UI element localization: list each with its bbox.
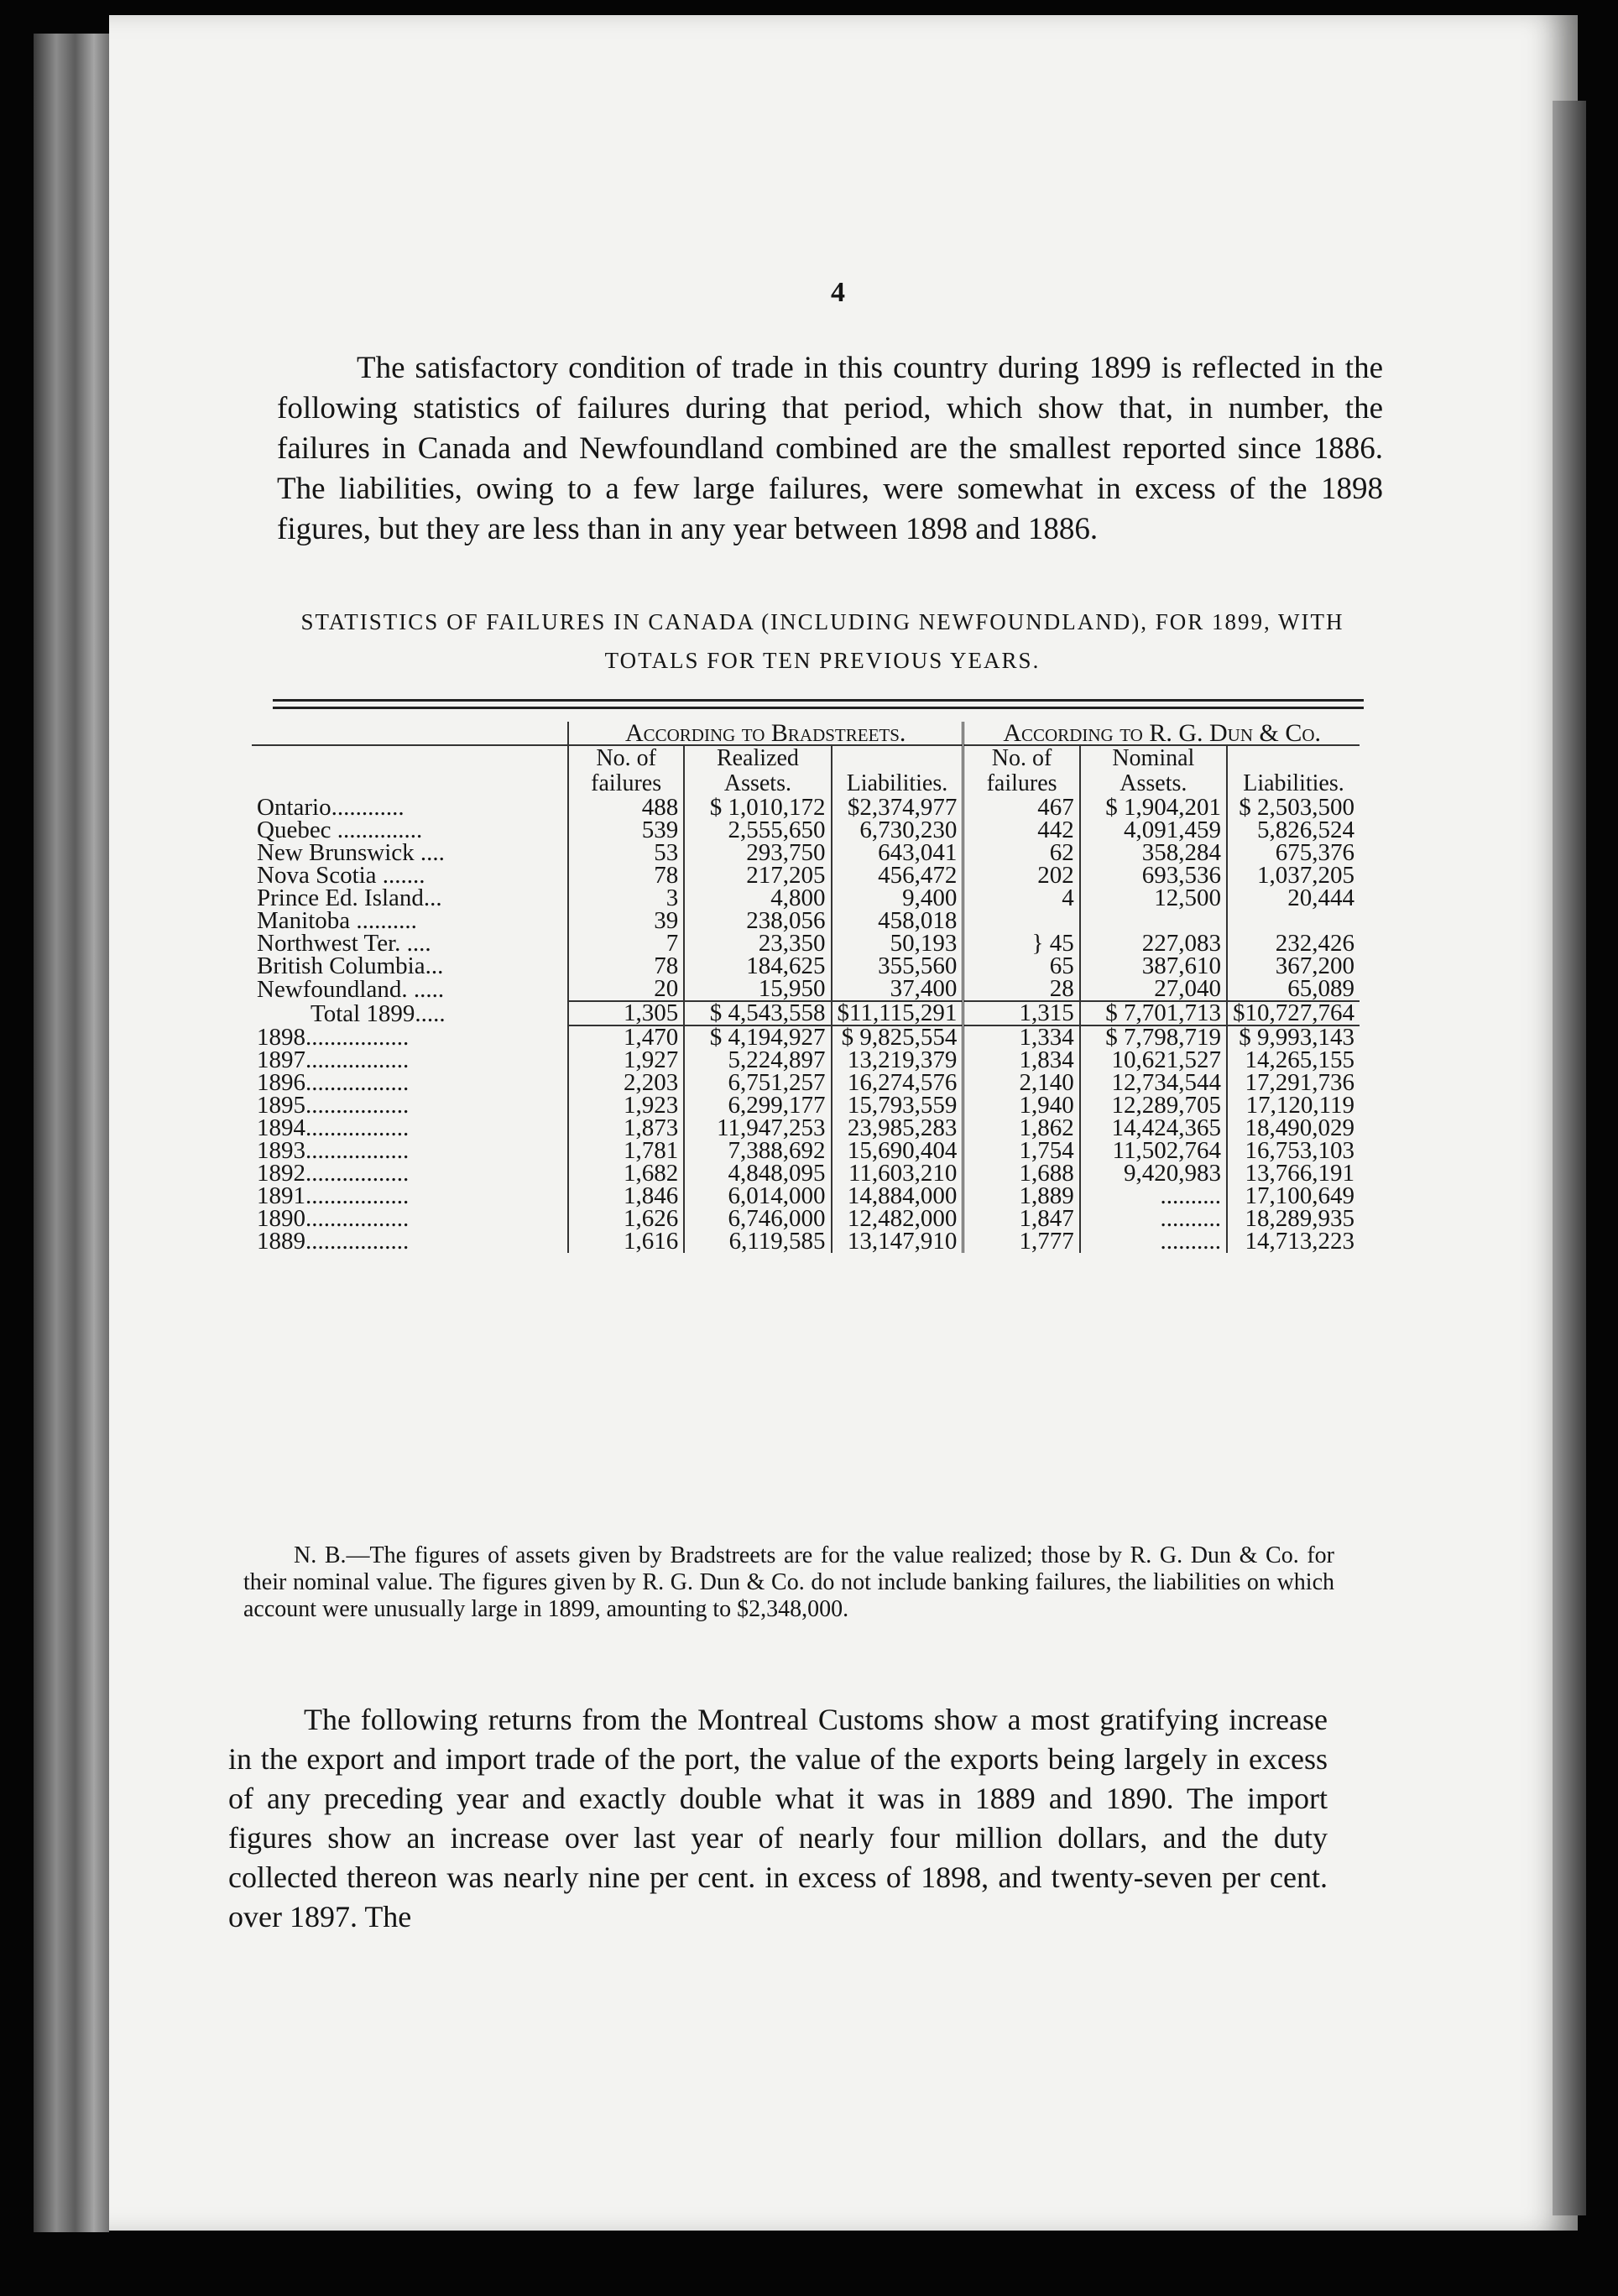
col-b-realized: Realized Assets. bbox=[684, 745, 831, 796]
year-cell-b-liab: 11,603,210 bbox=[832, 1162, 963, 1185]
year-cell-d-liab: $ 9,993,143 bbox=[1227, 1025, 1360, 1049]
table-group-header bbox=[252, 722, 1360, 745]
year-cell-d-assets: 12,734,544 bbox=[1080, 1072, 1227, 1094]
year-cell-d-liab: 18,490,029 bbox=[1227, 1117, 1360, 1140]
year-row bbox=[252, 1208, 1360, 1230]
province-cell-b-liab: 456,472 bbox=[832, 864, 963, 887]
year-cell-d-liab: 17,120,119 bbox=[1227, 1094, 1360, 1117]
province-row bbox=[252, 887, 1360, 910]
failures-table bbox=[252, 719, 1360, 1255]
year-cell-d-no: 1,940 bbox=[963, 1094, 1080, 1117]
year-cell-d-assets: 12,289,705 bbox=[1080, 1094, 1227, 1117]
year-cell-name: 1893................. bbox=[257, 1137, 410, 1164]
year-cell-d-liab: 17,100,649 bbox=[1227, 1185, 1360, 1208]
year-cell-name: 1895................. bbox=[257, 1092, 410, 1119]
year-cell-d-no: 1,834 bbox=[963, 1049, 1080, 1072]
year-row bbox=[252, 1072, 1360, 1094]
total-d-liab: $10,727,764 bbox=[1227, 1001, 1360, 1025]
year-cell-name: 1896................. bbox=[257, 1069, 410, 1096]
province-rows bbox=[252, 796, 1360, 1001]
year-row bbox=[252, 1025, 1360, 1049]
province-cell-d-liab: 20,444 bbox=[1227, 887, 1360, 910]
province-cell-d-no: 62 bbox=[963, 842, 1080, 864]
province-cell-b-assets: 238,056 bbox=[684, 910, 831, 932]
year-row bbox=[252, 1117, 1360, 1140]
province-cell-b-no: 53 bbox=[568, 842, 684, 864]
province-cell-d-no bbox=[963, 910, 1080, 932]
table-column-header bbox=[252, 745, 1360, 796]
year-cell-d-assets: $ 7,798,719 bbox=[1080, 1025, 1227, 1049]
year-cell-d-assets: .......... bbox=[1080, 1185, 1227, 1208]
page-number: 4 bbox=[831, 277, 845, 308]
col-d-failures: No. of failures bbox=[963, 745, 1080, 796]
year-cell-b-assets: $ 4,194,927 bbox=[684, 1025, 831, 1049]
year-cell-b-no: 1,626 bbox=[568, 1208, 684, 1230]
total-d-no: 1,315 bbox=[963, 1001, 1080, 1025]
year-cell-b-no: 1,616 bbox=[568, 1230, 684, 1253]
year-cell-d-liab: 14,265,155 bbox=[1227, 1049, 1360, 1072]
year-cell-name: 1891................. bbox=[257, 1182, 410, 1209]
year-cell-b-liab: 15,690,404 bbox=[832, 1140, 963, 1162]
province-cell-name: Quebec .............. bbox=[257, 817, 423, 843]
province-cell-b-liab: 9,400 bbox=[832, 887, 963, 910]
year-cell-d-no: 2,140 bbox=[963, 1072, 1080, 1094]
year-cell-name: 1890................. bbox=[257, 1205, 410, 1232]
province-cell-d-no: } 45 bbox=[963, 932, 1080, 955]
year-cell-b-assets: 6,299,177 bbox=[684, 1094, 831, 1117]
province-cell-d-assets: $ 1,904,201 bbox=[1080, 796, 1227, 819]
province-cell-b-assets: 184,625 bbox=[684, 955, 831, 978]
province-cell-d-assets bbox=[1080, 910, 1227, 932]
year-cell-d-no: 1,889 bbox=[963, 1185, 1080, 1208]
province-cell-d-assets: 27,040 bbox=[1080, 978, 1227, 1001]
year-cell-d-liab: 16,753,103 bbox=[1227, 1140, 1360, 1162]
year-cell-b-no: 1,470 bbox=[568, 1025, 684, 1049]
province-row bbox=[252, 932, 1360, 955]
year-cell-d-assets: 14,424,365 bbox=[1080, 1117, 1227, 1140]
province-cell-b-liab: 355,560 bbox=[832, 955, 963, 978]
year-cell-d-no: 1,862 bbox=[963, 1117, 1080, 1140]
closing-paragraph: The following returns from the Montreal Customs show a most gratifying increase in the export and import trade of the port, the value of the exports being largely in excess of any preceding year and exactly double what it was in 1889 and 1890. The import figures show an increase over last year of nearly four million dollars, and the duty collected thereon was nearly nine per cent. in excess of 1898, and twenty-seven per cent. over 1897. The bbox=[228, 1703, 1328, 1933]
province-cell-b-liab: 37,400 bbox=[832, 978, 963, 1001]
province-cell-name: British Columbia... bbox=[257, 952, 444, 979]
province-row bbox=[252, 978, 1360, 1001]
year-cell-b-assets: 5,224,897 bbox=[684, 1049, 831, 1072]
group-bradstreets: According to Bradstreets. bbox=[568, 722, 963, 745]
province-row bbox=[252, 796, 1360, 819]
province-cell-b-liab: 643,041 bbox=[832, 842, 963, 864]
province-cell-name: Newfoundland. ..... bbox=[257, 976, 445, 1003]
province-cell-d-liab: 675,376 bbox=[1227, 842, 1360, 864]
year-row bbox=[252, 1230, 1360, 1253]
year-cell-b-liab: 14,884,000 bbox=[832, 1185, 963, 1208]
province-cell-b-assets: 2,555,650 bbox=[684, 819, 831, 842]
province-cell-d-assets: 4,091,459 bbox=[1080, 819, 1227, 842]
province-cell-b-no: 7 bbox=[568, 932, 684, 955]
province-cell-d-no: 4 bbox=[963, 887, 1080, 910]
total-b-liab: $11,115,291 bbox=[832, 1001, 963, 1025]
year-cell-b-no: 1,923 bbox=[568, 1094, 684, 1117]
province-cell-name: New Brunswick .... bbox=[257, 839, 445, 866]
province-cell-b-assets: 293,750 bbox=[684, 842, 831, 864]
year-cell-b-liab: 13,219,379 bbox=[832, 1049, 963, 1072]
col-b-failures: No. of failures bbox=[568, 745, 684, 796]
province-cell-d-liab: $ 2,503,500 bbox=[1227, 796, 1360, 819]
province-cell-d-no: 467 bbox=[963, 796, 1080, 819]
year-cell-b-liab: 16,274,576 bbox=[832, 1072, 963, 1094]
province-cell-d-no: 28 bbox=[963, 978, 1080, 1001]
year-cell-d-liab: 18,289,935 bbox=[1227, 1208, 1360, 1230]
year-cell-d-no: 1,777 bbox=[963, 1230, 1080, 1253]
total-row-group bbox=[252, 1001, 1360, 1025]
year-cell-b-liab: 12,482,000 bbox=[832, 1208, 963, 1230]
province-cell-d-liab: 1,037,205 bbox=[1227, 864, 1360, 887]
province-cell-b-no: 488 bbox=[568, 796, 684, 819]
year-cell-name: 1889................. bbox=[257, 1228, 410, 1255]
year-cell-b-assets: 6,751,257 bbox=[684, 1072, 831, 1094]
province-cell-d-liab: 65,089 bbox=[1227, 978, 1360, 1001]
province-cell-b-no: 20 bbox=[568, 978, 684, 1001]
year-cell-d-no: 1,847 bbox=[963, 1208, 1080, 1230]
year-row bbox=[252, 1094, 1360, 1117]
year-cell-b-no: 1,873 bbox=[568, 1117, 684, 1140]
province-cell-d-assets: 693,536 bbox=[1080, 864, 1227, 887]
province-cell-b-assets: 217,205 bbox=[684, 864, 831, 887]
table-top-rule bbox=[273, 699, 1364, 702]
header-spacer bbox=[252, 722, 568, 745]
province-cell-name: Manitoba .......... bbox=[257, 907, 417, 934]
year-cell-b-liab: 13,147,910 bbox=[832, 1230, 963, 1253]
year-cell-d-liab: 14,713,223 bbox=[1227, 1230, 1360, 1253]
province-cell-b-assets: 4,800 bbox=[684, 887, 831, 910]
province-cell-b-no: 539 bbox=[568, 819, 684, 842]
province-cell-b-no: 78 bbox=[568, 955, 684, 978]
province-cell-b-liab: 458,018 bbox=[832, 910, 963, 932]
year-cell-name: 1897................. bbox=[257, 1046, 410, 1073]
province-cell-d-liab: 232,426 bbox=[1227, 932, 1360, 955]
year-cell-b-no: 1,927 bbox=[568, 1049, 684, 1072]
year-cell-d-assets: .......... bbox=[1080, 1208, 1227, 1230]
province-cell-d-liab: 5,826,524 bbox=[1227, 819, 1360, 842]
province-row bbox=[252, 910, 1360, 932]
year-cell-b-assets: 7,388,692 bbox=[684, 1140, 831, 1162]
year-cell-d-assets: 9,420,983 bbox=[1080, 1162, 1227, 1185]
year-cell-d-no: 1,334 bbox=[963, 1025, 1080, 1049]
year-cell-d-liab: 17,291,736 bbox=[1227, 1072, 1360, 1094]
province-cell-b-liab: 50,193 bbox=[832, 932, 963, 955]
province-cell-name: Northwest Ter. .... bbox=[257, 930, 431, 957]
province-cell-b-assets: $ 1,010,172 bbox=[684, 796, 831, 819]
province-cell-b-no: 39 bbox=[568, 910, 684, 932]
province-row bbox=[252, 864, 1360, 887]
year-cell-b-assets: 6,746,000 bbox=[684, 1208, 831, 1230]
province-cell-d-no: 202 bbox=[963, 864, 1080, 887]
page-stack-edge bbox=[34, 34, 109, 2232]
year-row bbox=[252, 1162, 1360, 1185]
total-b-assets: $ 4,543,558 bbox=[684, 1001, 831, 1025]
province-row bbox=[252, 955, 1360, 978]
year-cell-name: 1892................. bbox=[257, 1160, 410, 1187]
col-d-nominal: Nominal Assets. bbox=[1080, 745, 1227, 796]
year-row bbox=[252, 1049, 1360, 1072]
province-cell-d-assets: 387,610 bbox=[1080, 955, 1227, 978]
year-cell-name: 1894................. bbox=[257, 1114, 410, 1141]
year-row bbox=[252, 1185, 1360, 1208]
intro-paragraph: The satisfactory condition of trade in this country during 1899 is reflected in the following statistics of failures during that period, which show that, in number, the failures in Canada and Newfoundland combined are the smallest reported since 1886. The liabilities, owing to a few large failures, were somewhat in excess of the 1898 figures, but they are less than in any year between 1898 and 1886. bbox=[277, 351, 1383, 546]
province-cell-b-liab: 6,730,230 bbox=[832, 819, 963, 842]
year-cell-b-liab: 23,985,283 bbox=[832, 1117, 963, 1140]
total-row bbox=[252, 1001, 1360, 1025]
province-cell-d-assets: 227,083 bbox=[1080, 932, 1227, 955]
province-cell-b-no: 3 bbox=[568, 887, 684, 910]
province-cell-b-assets: 23,350 bbox=[684, 932, 831, 955]
province-cell-b-liab: $2,374,977 bbox=[832, 796, 963, 819]
col-d-liabilities: Liabilities. bbox=[1227, 745, 1360, 796]
province-cell-d-assets: 358,284 bbox=[1080, 842, 1227, 864]
province-row bbox=[252, 819, 1360, 842]
province-cell-name: Prince Ed. Island... bbox=[257, 884, 442, 911]
province-cell-d-liab bbox=[1227, 910, 1360, 932]
year-cell-b-no: 1,781 bbox=[568, 1140, 684, 1162]
province-cell-d-no: 442 bbox=[963, 819, 1080, 842]
year-cell-d-assets: 11,502,764 bbox=[1080, 1140, 1227, 1162]
year-cell-name: 1898................. bbox=[257, 1024, 410, 1051]
province-cell-name: Nova Scotia ....... bbox=[257, 862, 425, 889]
year-cell-b-no: 1,682 bbox=[568, 1162, 684, 1185]
province-cell-d-assets: 12,500 bbox=[1080, 887, 1227, 910]
year-cell-d-assets: .......... bbox=[1080, 1230, 1227, 1253]
province-row bbox=[252, 842, 1360, 864]
province-cell-name: Ontario............ bbox=[257, 794, 404, 821]
col-b-liabilities: Liabilities. bbox=[832, 745, 963, 796]
year-cell-d-no: 1,688 bbox=[963, 1162, 1080, 1185]
province-cell-d-no: 65 bbox=[963, 955, 1080, 978]
total-d-assets: $ 7,701,713 bbox=[1080, 1001, 1227, 1025]
year-cell-b-liab: $ 9,825,554 bbox=[832, 1025, 963, 1049]
total-label: Total 1899..... bbox=[311, 1000, 446, 1027]
province-cell-b-no: 78 bbox=[568, 864, 684, 887]
year-cell-b-assets: 11,947,253 bbox=[684, 1117, 831, 1140]
year-cell-b-no: 2,203 bbox=[568, 1072, 684, 1094]
table-caption: STATISTICS OF FAILURES IN CANADA (INCLUDING NEWFOUNDLAND), FOR 1899, WITH TOTALS FOR TEN PREVIOUS YEARS. bbox=[300, 609, 1344, 673]
total-b-no: 1,305 bbox=[568, 1001, 684, 1025]
year-cell-b-assets: 4,848,095 bbox=[684, 1162, 831, 1185]
year-cell-b-no: 1,846 bbox=[568, 1185, 684, 1208]
year-cell-d-liab: 13,766,191 bbox=[1227, 1162, 1360, 1185]
year-rows bbox=[252, 1025, 1360, 1253]
table-top-rule-second bbox=[273, 707, 1364, 709]
page-binding-shadow bbox=[1553, 101, 1586, 2215]
year-cell-b-assets: 6,119,585 bbox=[684, 1230, 831, 1253]
header-spacer-2 bbox=[252, 745, 568, 796]
province-cell-b-assets: 15,950 bbox=[684, 978, 831, 1001]
footnote: N. B.—The figures of assets given by Bradstreets are for the value realized; those by R. G. Dun & Co. for their nominal value. The figures given by R. G. Dun & Co. do not include banking failures, the liabilities on which account were unusually large in 1899, amounting to $2,348,000. bbox=[243, 1542, 1334, 1622]
group-dun: According to R. G. Dun & Co. bbox=[963, 722, 1360, 745]
province-cell-d-liab: 367,200 bbox=[1227, 955, 1360, 978]
year-cell-b-assets: 6,014,000 bbox=[684, 1185, 831, 1208]
year-cell-d-assets: 10,621,527 bbox=[1080, 1049, 1227, 1072]
year-row bbox=[252, 1140, 1360, 1162]
year-cell-d-no: 1,754 bbox=[963, 1140, 1080, 1162]
year-cell-b-liab: 15,793,559 bbox=[832, 1094, 963, 1117]
